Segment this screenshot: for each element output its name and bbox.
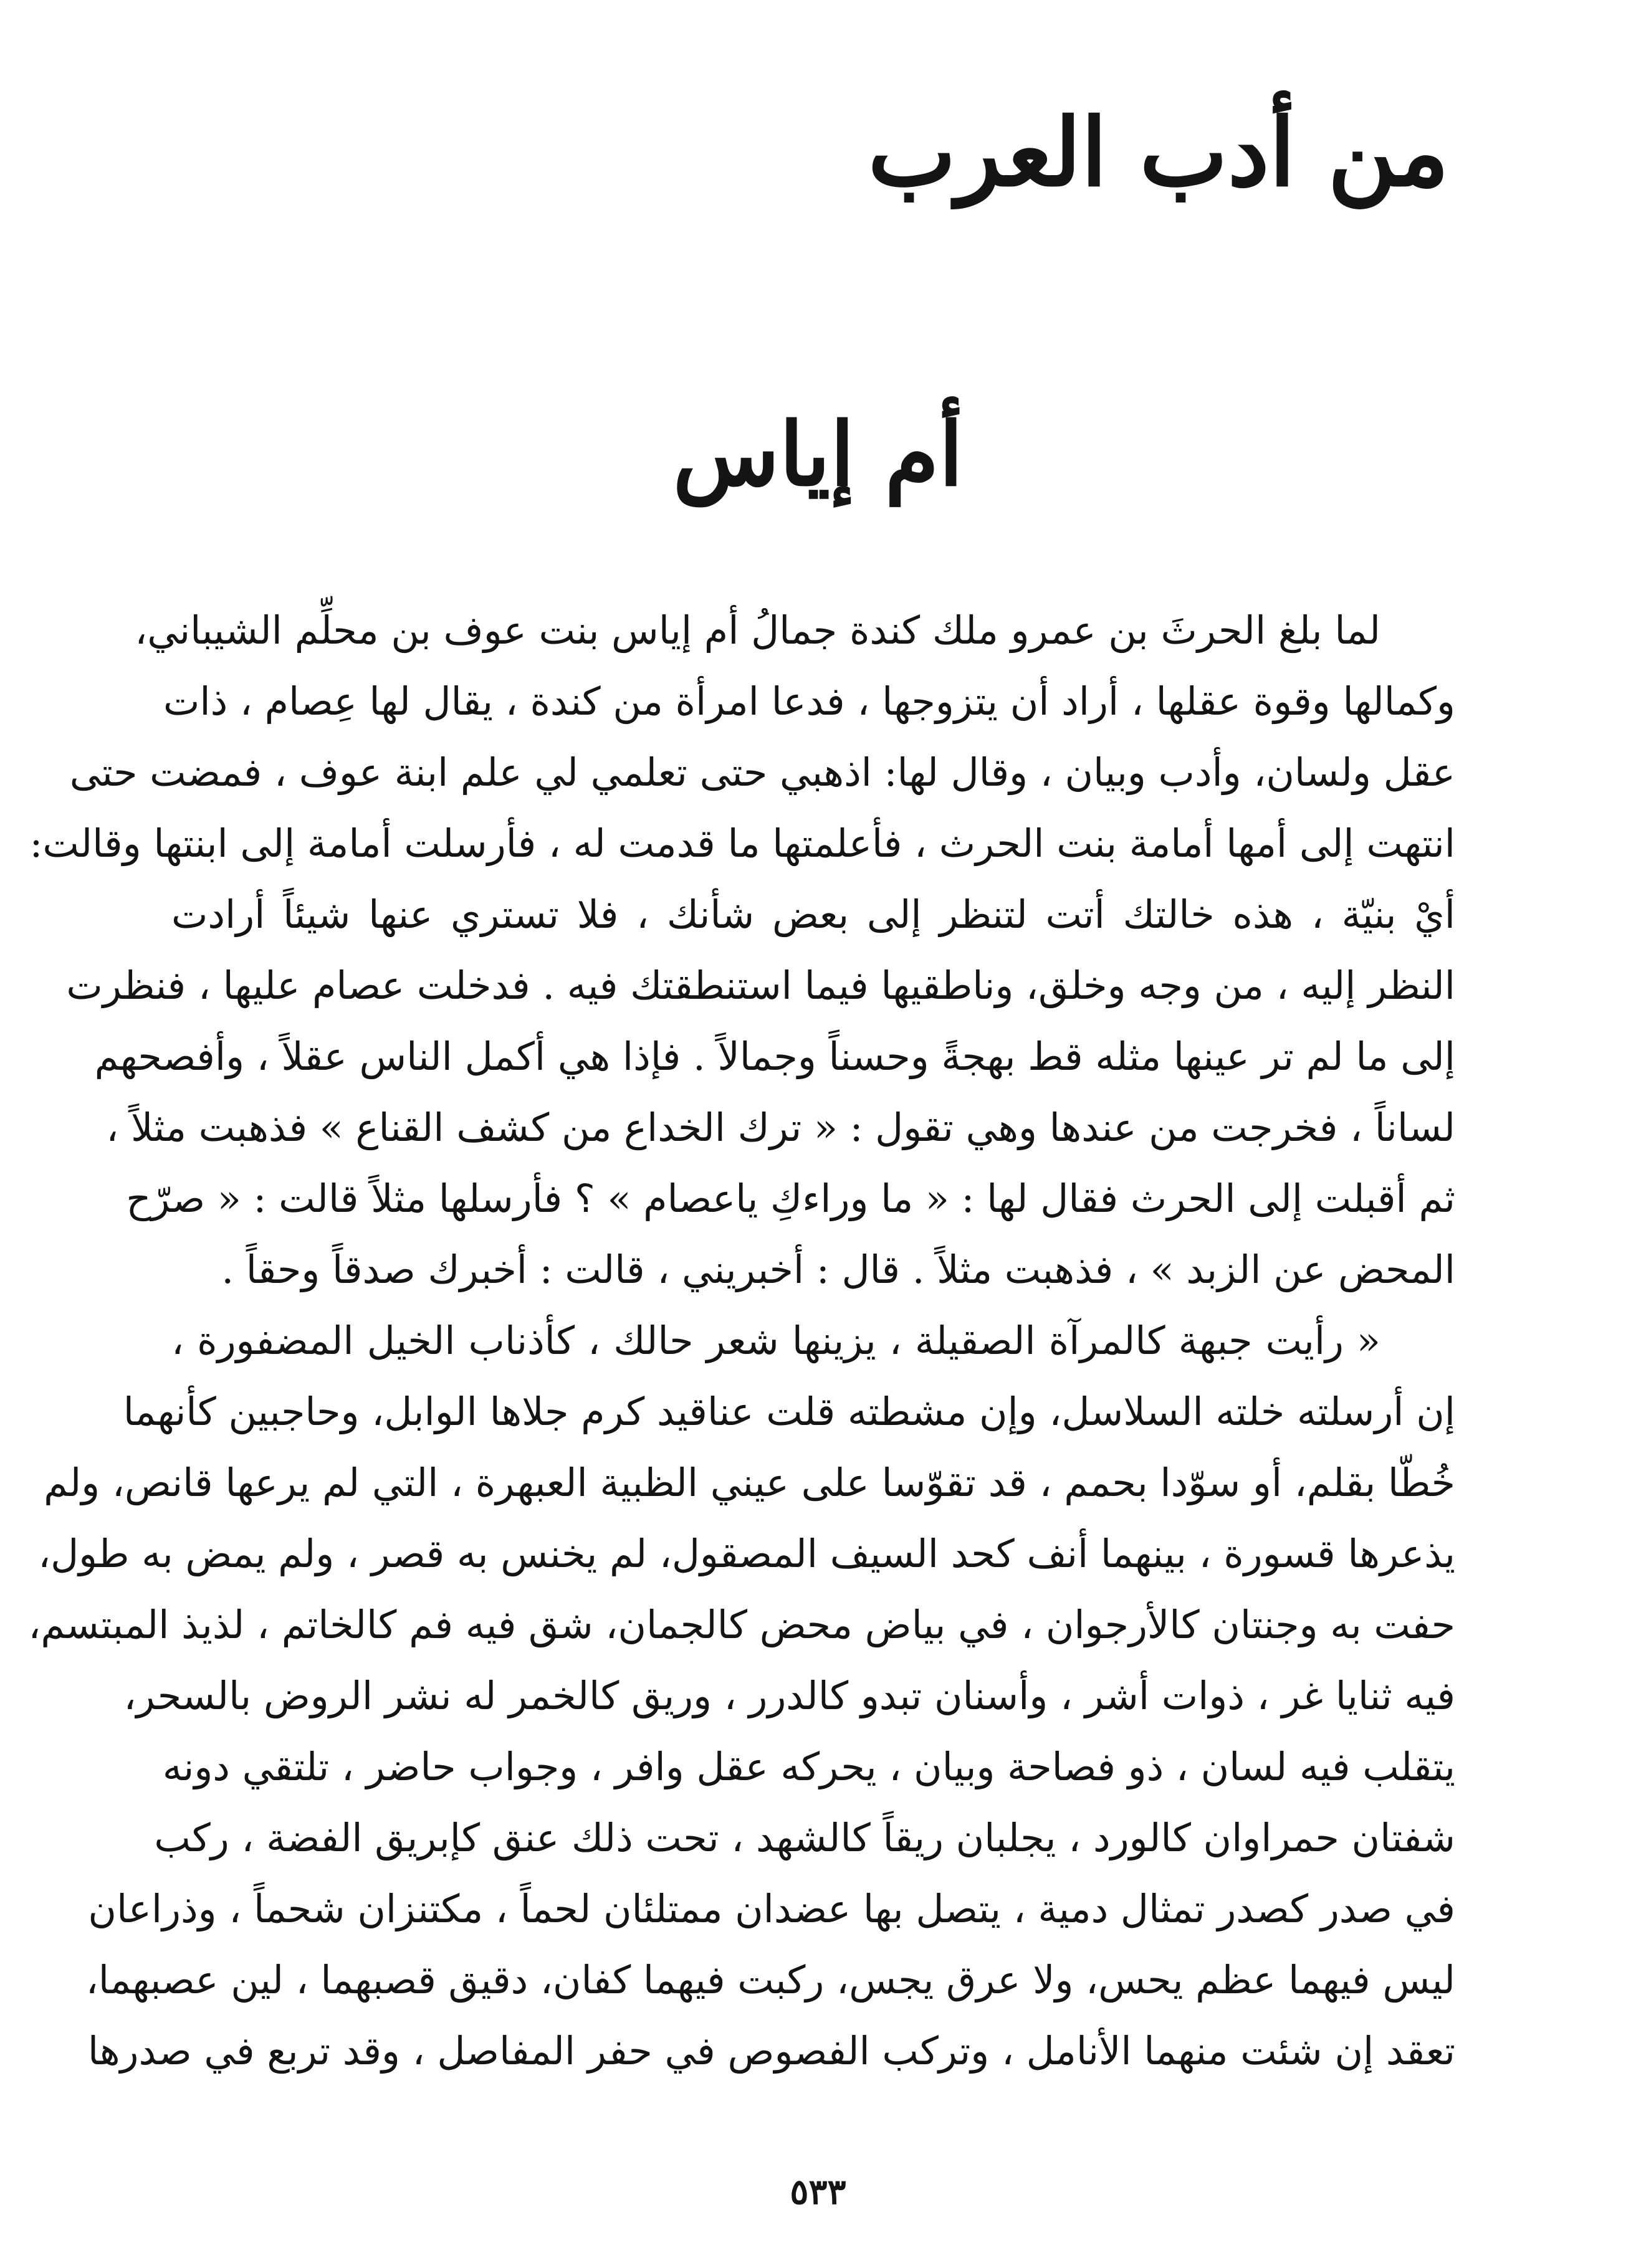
text-line: « رأيت جبهة كالمرآة الصقيلة ، يزينها شعر حالك ، كأذناب الخيل المضفورة ، [171, 1318, 1380, 1363]
text-line: تعقد إن شئت منهما الأنامل ، وتركب الفصوص في حفر المفاصل ، وقد تربع في صدرها [87, 2028, 1455, 2074]
text-line: شفتان حمراوان كالورد ، يجلبان ريقاً كالشهد ، تحت ذلك عنق كإبريق الفضة ، ركب [154, 1815, 1455, 1861]
text-line: ثم أقبلت إلى الحرث فقال لها : « ما وراءكِ ياعصام » ؟ فأرسلها مثلاً قالت : « صرّح [126, 1176, 1455, 1221]
text-line: لما بلغ الحرثَ بن عمرو ملك كندة جمالُ أم إياس بنت عوف بن محلِّم الشيباني، [135, 608, 1380, 653]
text-line: خُطّا بقلم، أو سوّدا بحمم ، قد تقوّسا على عيني الظبية العبهرة ، التي لم يرعها قانص، ولم [44, 1460, 1455, 1505]
text-line: يذعرها قسورة ، بينهما أنف كحد السيف المصقول، لم يخنس به قصر ، ولم يمض به طول، [38, 1531, 1455, 1576]
text-line: إن أرسلته خلته السلاسل، وإن مشطته قلت عناقيد كرم جلاها الوابل، وحاجبين كأنهما [123, 1389, 1455, 1434]
running-header-title: من أدب العرب [868, 98, 1449, 207]
text-line: حفت به وجنتان كالأرجوان ، في بياض محض كالجمان، شق فيه فم كالخاتم ، لذيذ المبتسم، [28, 1602, 1455, 1647]
text-line: النظر إليه ، من وجه وخلق، وناطقيها فيما استنطقتك فيه . فدخلت عصام عليها ، فنظرت [66, 963, 1455, 1008]
chapter-title: أم إياس [672, 404, 964, 506]
text-line: لساناً ، فخرجت من عندها وهي تقول : « ترك الخداع من كشف القناع » فذهبت مثلاً ، [106, 1105, 1455, 1150]
text-line: إلى ما لم تر عينها مثله قط بهجةً وحسناً وجمالاً . فإذا هي أكمل الناس عقلاً ، وأفصحهم [94, 1034, 1455, 1079]
text-line: المحض عن الزبد » ، فذهبت مثلاً . قال : أخبريني ، قالت : أخبرك صدقاً وحقاً . [221, 1247, 1455, 1292]
text-line: فيه ثنايا غر ، ذوات أشر ، وأسنان تبدو كالدرر ، وريق كالخمر له نشر الروض بالسحر، [123, 1673, 1455, 1718]
text-line: وكمالها وقوة عقلها ، أراد أن يتزوجها ، فدعا امرأة من كندة ، يقال لها عِصام ، ذات [163, 679, 1455, 724]
text-line: في صدر كصدر تمثال دمية ، يتصل بها عضدان ممتلئان لحماً ، مكتنزان شحماً ، وذراعان [88, 1886, 1455, 1932]
text-line: ليس فيهما عظم يحس، ولا عرق يجس، ركبت فيهما كفان، دقيق قصبهما ، لين عصبهما، [85, 1957, 1455, 2003]
text-line: يتقلب فيه لسان ، ذو فصاحة وبيان ، يحركه عقل وافر ، وجواب حاضر ، تلتقي دونه [162, 1744, 1455, 1789]
text-line: أيْ بنيّة ، هذه خالتك أتت لتنظر إلى بعض شأنك ، فلا تستري عنها شيئاً أرادت [171, 892, 1455, 937]
text-line: انتهت إلى أمها أمامة بنت الحرث ، فأعلمتها ما قدمت له ، فأرسلت أمامة إلى ابنتها وقالت: [29, 821, 1455, 866]
page-number: ٥٣٣ [790, 2171, 846, 2213]
text-line: عقل ولسان، وأدب وبيان ، وقال لها: اذهبي حتى تعلمي لي علم ابنة عوف ، فمضت حتى [69, 750, 1455, 795]
body-text [28, 595, 1455, 2087]
